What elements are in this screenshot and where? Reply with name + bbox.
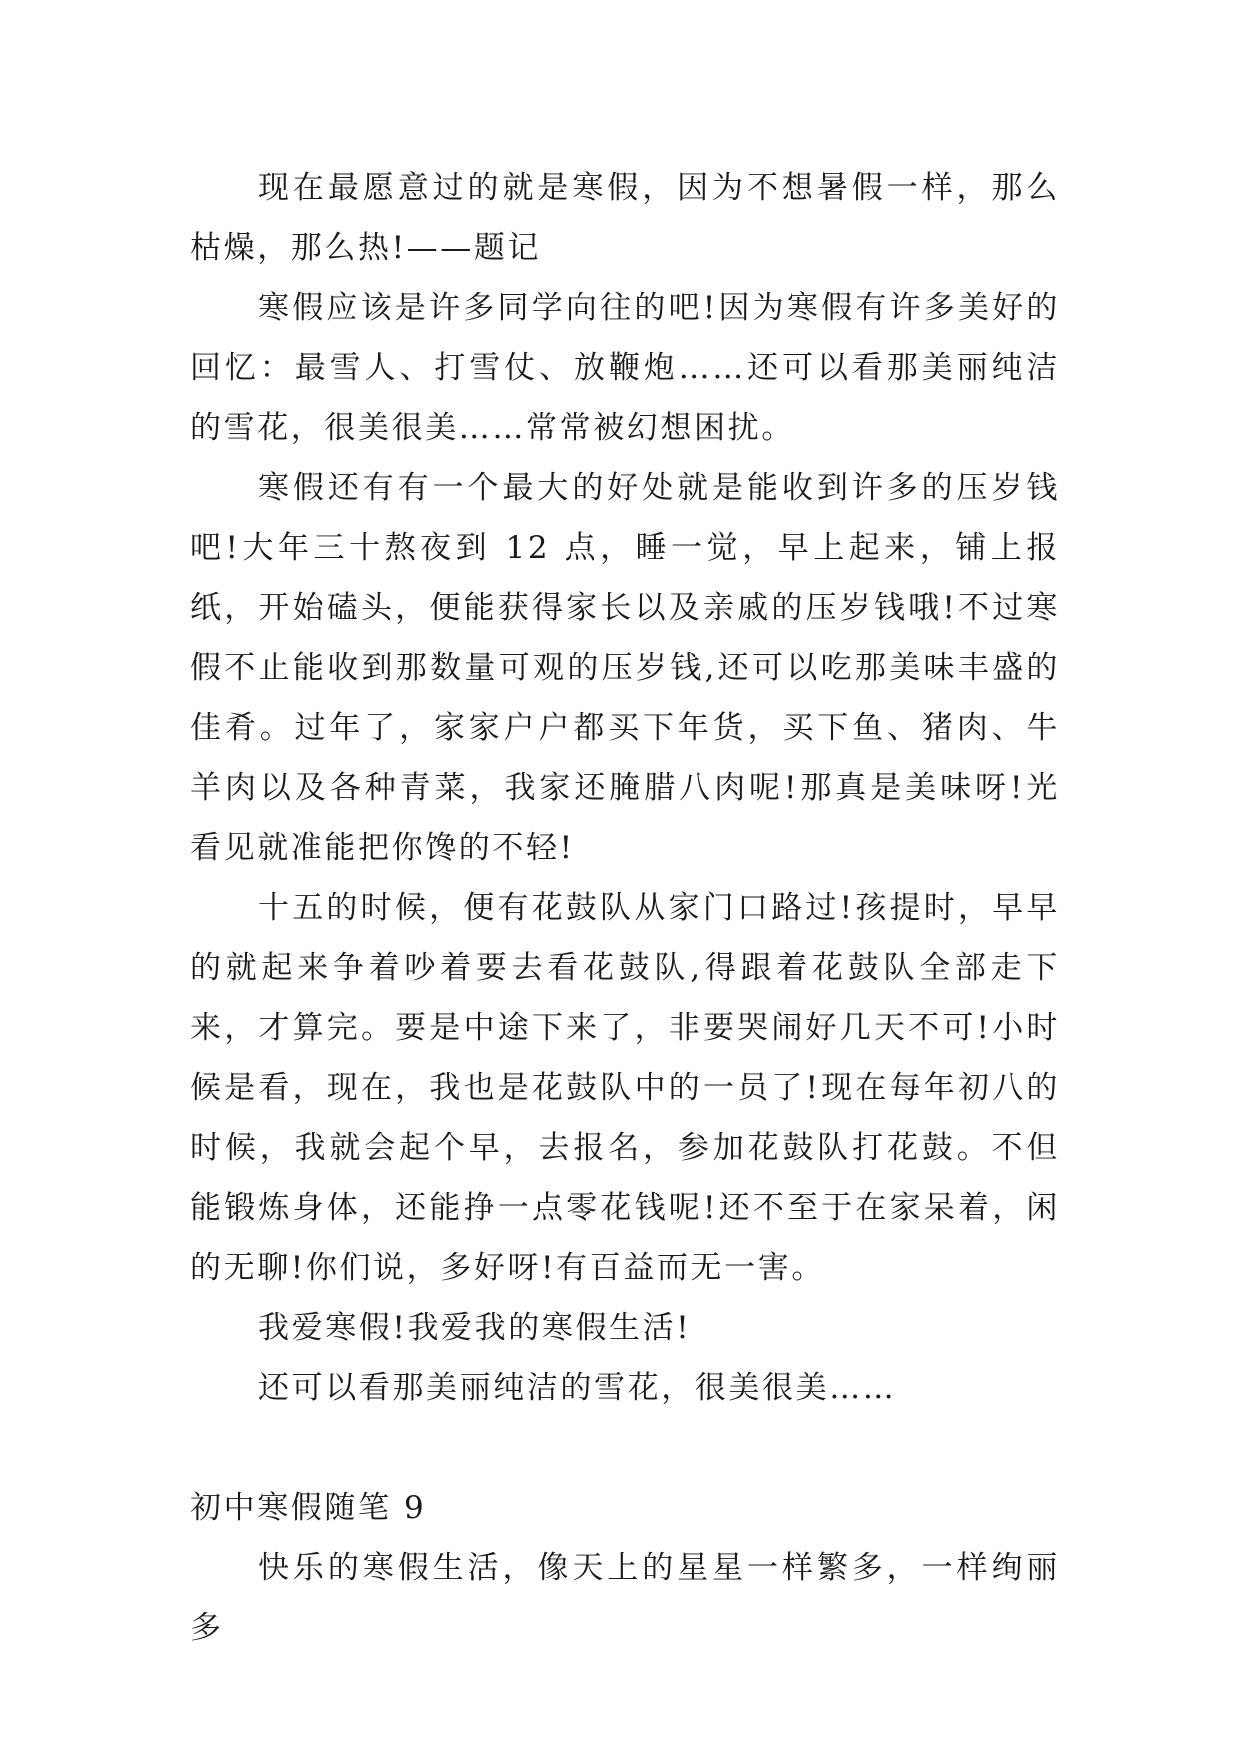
paragraph-memories: 寒假应该是许多同学向往的吧!因为寒假有许多美好的回忆：最雪人、打雪仗、放鞭炮……还可以看那美丽纯洁的雪花，很美很美……常常被幻想困扰。	[190, 290, 1060, 446]
paragraph-happy-winter: 快乐的寒假生活，像天上的星星一样繁多，一样绚丽多	[190, 1550, 1060, 1646]
paragraph-drum-team: 十五的时候，便有花鼓队从家门口路过!孩提时，早早的就起来争着吵着要去看花鼓队,得跟着花鼓队全部走下来，才算完。要是中途下来了，非要哭闹好几天不可!小时候是看，现在，我也是花鼓队中的一员了!现在每年初八的时候，我就会起个早，去报名，参加花鼓队打花鼓。不但能锻炼身体，还能挣一点零花钱呢!还不至于在家呆着，闲的无聊!你们说，多好呀!有百益而无一害。	[190, 890, 1060, 1286]
paragraph-love-winter: 我爱寒假!我爱我的寒假生活!	[258, 1310, 692, 1346]
section-heading: 初中寒假随笔 9	[190, 1490, 427, 1526]
paragraph-epigraph: 现在最愿意过的就是寒假，因为不想暑假一样，那么枯燥，那么热!——题记	[190, 170, 1060, 266]
paragraph-red-envelope: 寒假还有有一个最大的好处就是能收到许多的压岁钱吧!大年三十熬夜到 12 点，睡一觉，早上起来，铺上报纸，开始磕头，便能获得家长以及亲戚的压岁钱哦!不过寒假不止能收到那数量可观的压岁钱,还可以吃那美味丰盛的佳肴。过年了，家家户户都买下年货，买下鱼、猪肉、牛羊肉以及各种青菜，我家还腌腊八肉呢!那真是美味呀!光看见就准能把你馋的不轻!	[190, 470, 1060, 866]
document-body	[190, 158, 1060, 1658]
paragraph-snowflakes: 还可以看那美丽纯洁的雪花，很美很美……	[258, 1370, 897, 1406]
